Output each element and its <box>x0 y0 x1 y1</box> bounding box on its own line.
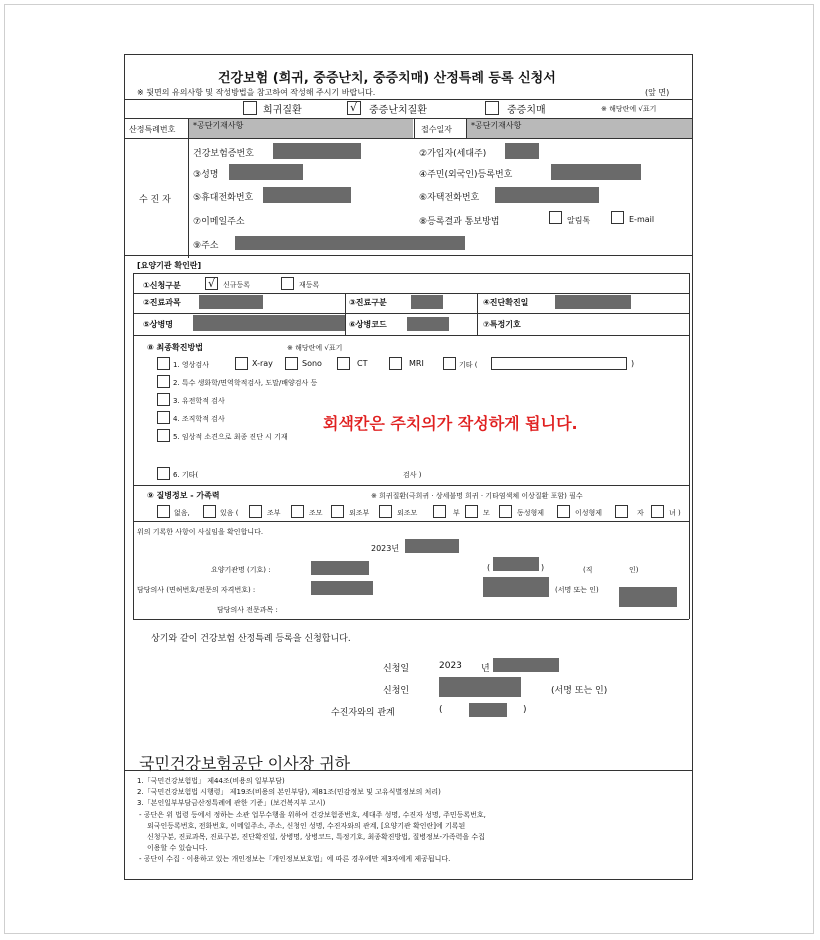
footnote-3: 3.「본인일부부담금산정특례에 관한 기준」(보건복지부 고시) <box>137 799 326 807</box>
redacted-treat-type <box>411 295 443 309</box>
disease-code-label: ⑥상병코드 <box>349 320 387 329</box>
seal-in: 인) <box>629 566 639 574</box>
form-title: 건강보험 (희귀, 중증난치, 중증치매) 산정특례 등록 신청서 <box>218 71 556 86</box>
method-imaging-checkbox[interactable] <box>157 357 170 370</box>
family-none-label: 없음, <box>174 509 190 517</box>
ct-label: CT <box>357 359 368 368</box>
disease-name-label: ⑤상병명 <box>143 320 173 329</box>
dept-label: ②진료과목 <box>143 298 181 307</box>
redacted-dept <box>199 295 263 309</box>
sono-label: Sono <box>302 359 322 368</box>
family-yes-label: 있음 ( <box>220 509 239 517</box>
opposite-sex-sibling-checkbox[interactable] <box>557 505 570 518</box>
category-intractable: 중증난치질환 <box>369 105 427 116</box>
apply-statement: 상기와 같이 건강보험 산정특례 등록을 신청합니다. <box>151 634 351 644</box>
institution-paren-open: ( <box>487 563 491 572</box>
maternal-grandfather-label: 외조부 <box>349 509 370 517</box>
daughter-checkbox[interactable] <box>651 505 664 518</box>
maternal-grandfather-checkbox[interactable] <box>331 505 344 518</box>
notify-email-label: E-mail <box>629 215 655 224</box>
method-histology-checkbox[interactable] <box>157 411 170 424</box>
daughter-label: 녀 ) <box>669 509 681 517</box>
footnote-2: 2.「국민건강보험법 시행령」 제19조(비용의 본인부담), 제81조(민감정보 및 고유식별정보의 처리) <box>137 788 441 796</box>
footnote-6: 신청구분, 진료과목, 진료구분, 진단확진일, 상병명, 상병코드, 특정기호, 최종확진방법, 질병정보-가족력을 수집 <box>147 833 485 841</box>
method-biochem-checkbox[interactable] <box>157 375 170 388</box>
receipt-label: 접수일자 <box>421 125 452 134</box>
notify-method-label: ⑧등록결과 통보방법 <box>419 217 500 227</box>
method-other-close: 검사 ) <box>403 471 422 479</box>
apply-year-suffix: 년 <box>481 664 490 674</box>
redacted-apply-date <box>493 658 559 672</box>
method-label: ⑧ 최종확진방법 <box>147 343 203 352</box>
apply-new-label: 신규등록 <box>223 281 251 289</box>
insurance-card-label: 건강보험증번호 <box>193 149 254 159</box>
grandfather-checkbox[interactable] <box>249 505 262 518</box>
redacted-applicant <box>439 677 521 697</box>
other-imaging-close: ) <box>631 359 635 368</box>
gray-cell-notice: 회색칸은 주치의가 작성하게 됩니다. <box>323 414 578 433</box>
xray-label: X-ray <box>252 359 273 368</box>
seal-jik: (직 <box>583 566 593 574</box>
grandmother-checkbox[interactable] <box>291 505 304 518</box>
relation-paren-close: ) <box>523 705 527 715</box>
footnote-7: 이용할 수 있습니다. <box>147 844 208 852</box>
recipient-label: 수 진 자 <box>139 195 171 205</box>
redacted-institution-code <box>493 557 539 571</box>
mri-checkbox[interactable] <box>389 357 402 370</box>
page-side-label: (앞 면) <box>645 88 670 97</box>
relation-paren-open: ( <box>439 705 443 715</box>
same-sex-sibling-label: 동성형제 <box>517 509 545 517</box>
redacted-resident-no <box>551 164 641 180</box>
notify-email-checkbox[interactable] <box>611 211 624 224</box>
grandmother-label: 조모 <box>309 509 323 517</box>
applicant-sign: (서명 또는 인) <box>551 686 608 696</box>
form-notice: ※ 뒷면의 유의사항 및 작성방법을 참고하여 작성해 주시기 바랍니다. <box>137 88 376 97</box>
number-label: 산정특례번호 <box>129 125 176 134</box>
footnote-5: 외국인등록번호, 전화번호, 이메일주소, 주소, 신청인 성명, 수진자와의 관계, [요양기관 확인란]에 기록된 <box>147 822 466 830</box>
family-label: ⑨ 질병정보 - 가족력 <box>147 491 220 500</box>
method-genetic: 3. 유전학적 검사 <box>173 397 225 405</box>
resident-no-label: ④주민(외국인)등록번호 <box>419 170 513 180</box>
apply-type-label: ①신청구분 <box>143 281 181 290</box>
sono-checkbox[interactable] <box>285 357 298 370</box>
redacted-doctor-sign <box>619 587 677 607</box>
method-biochem: 2. 특수 생화학/면역학적검사, 도말/배양검사 등 <box>173 379 318 387</box>
doctor-sign-label: (서명 또는 인) <box>555 586 599 594</box>
special-code-label: ⑦특정기호 <box>483 320 521 329</box>
treat-type-label: ③진료구분 <box>349 298 387 307</box>
opposite-sex-sibling-label: 이성형제 <box>575 509 603 517</box>
apply-year: 2023 <box>439 661 462 671</box>
diag-date-label: ④진단확진일 <box>483 298 529 307</box>
mobile-label: ⑤휴대전화번호 <box>193 193 254 203</box>
provider-section-label: [요양기관 확인란] <box>137 261 202 270</box>
category-rare: 희귀질환 <box>263 105 302 116</box>
footnote-1: 1.「국민건강보험법」 제44조(비용의 일부부담) <box>137 777 285 785</box>
redacted-address <box>235 236 465 250</box>
method-clinical: 5. 임상적 소견으로 최종 진단 시 기재 <box>173 433 288 441</box>
redacted-relation <box>469 703 507 717</box>
father-label: 부 <box>453 509 460 517</box>
category-note: ※ 해당란에 √표기 <box>601 105 657 113</box>
method-note: ※ 해당란에 √표기 <box>287 344 343 352</box>
redacted-institution <box>311 561 369 575</box>
son-label: 자 <box>637 509 644 517</box>
applicant-label: 신청인 <box>383 686 410 696</box>
redacted-diag-date <box>555 295 631 309</box>
grandfather-label: 조부 <box>267 509 281 517</box>
redacted-insurance-no <box>273 143 361 159</box>
redacted-doctor-name <box>483 577 549 597</box>
redacted-home-phone <box>495 187 599 203</box>
householder-label: ②가입자(세대주) <box>419 149 487 159</box>
name-label: ③성명 <box>193 170 219 180</box>
public-fill-label: *공단기재사항 <box>193 121 244 130</box>
xray-checkbox[interactable] <box>235 357 248 370</box>
other-imaging-input[interactable] <box>491 357 627 370</box>
method-other-checkbox[interactable] <box>157 467 170 480</box>
ct-checkbox[interactable] <box>337 357 350 370</box>
family-none-checkbox[interactable] <box>157 505 170 518</box>
doctor-specialty-label: 담당의사 전문과목 : <box>217 606 278 614</box>
method-imaging: 1. 영상검사 <box>173 361 209 369</box>
email-label: ⑦이메일주소 <box>193 217 245 227</box>
application-form <box>124 54 693 880</box>
maternal-grandmother-checkbox[interactable] <box>379 505 392 518</box>
redacted-disease-code <box>407 317 449 331</box>
son-checkbox[interactable] <box>615 505 628 518</box>
address-label: ⑨주소 <box>193 241 219 251</box>
father-checkbox[interactable] <box>433 505 446 518</box>
public-fill-label-2: *공단기재사항 <box>471 121 522 130</box>
confirm-text: 위의 기록한 사항이 사실임을 확인합니다. <box>137 528 264 536</box>
method-clinical-checkbox[interactable] <box>157 429 170 442</box>
other-imaging-label: 기타 ( <box>459 361 478 369</box>
method-other: 6. 기타( <box>173 471 199 479</box>
category-dementia: 중증치매 <box>507 105 546 116</box>
notify-kakao-checkbox[interactable] <box>549 211 562 224</box>
redacted-mobile <box>263 187 351 203</box>
intractable-disease-checkbox[interactable]: √ <box>347 101 361 115</box>
doctor-license-label: 담당의사 (면허번호/전문의 자격번호) : <box>137 586 256 594</box>
mri-label: MRI <box>409 359 424 368</box>
rare-disease-checkbox[interactable] <box>243 101 257 115</box>
mother-checkbox[interactable] <box>465 505 478 518</box>
redacted-householder <box>505 143 539 159</box>
footnote-4: - 공단은 위 법령 등에서 정하는 소관 업무수행을 위하여 건강보험증번호, 세대주 성명, 수진자 성명, 주민등록번호, <box>139 811 486 819</box>
other-imaging-checkbox[interactable] <box>443 357 456 370</box>
confirm-year: 2023년 <box>371 544 400 553</box>
method-genetic-checkbox[interactable] <box>157 393 170 406</box>
apply-date-label: 신청일 <box>383 664 410 674</box>
apply-re-label: 재등록 <box>299 281 320 289</box>
apply-re-checkbox[interactable] <box>281 277 294 290</box>
same-sex-sibling-checkbox[interactable] <box>499 505 512 518</box>
institution-paren-close: ) <box>541 563 545 572</box>
apply-new-checkbox[interactable]: √ <box>205 277 218 290</box>
footnote-8: - 공단이 수집 · 이용하고 있는 개인정보는「개인정보보호법」에 따른 경우에만 제3자에게 제공됩니다. <box>139 855 451 863</box>
redacted-doctor-license <box>311 581 373 595</box>
home-phone-label: ⑥자택전화번호 <box>419 193 480 203</box>
institution-label: 요양기관명 (기호) : <box>211 566 271 574</box>
dementia-checkbox[interactable] <box>485 101 499 115</box>
family-yes-checkbox[interactable] <box>203 505 216 518</box>
relation-label: 수진자와의 관계 <box>331 708 395 718</box>
notify-kakao-label: 알림톡 <box>567 216 591 225</box>
family-note: ※ 희귀질환(극희귀 · 상세불명 희귀 · 기타염색체 이상질환 포함) 필수 <box>371 492 583 500</box>
redacted-confirm-date <box>405 539 459 553</box>
redacted-name <box>229 164 303 180</box>
maternal-grandmother-label: 외조모 <box>397 509 418 517</box>
method-histology: 4. 조직학적 검사 <box>173 415 225 423</box>
redacted-disease-name <box>193 315 345 331</box>
mother-label: 모 <box>483 509 490 517</box>
addressee: 국민건강보험공단 이사장 귀하 <box>139 754 351 773</box>
